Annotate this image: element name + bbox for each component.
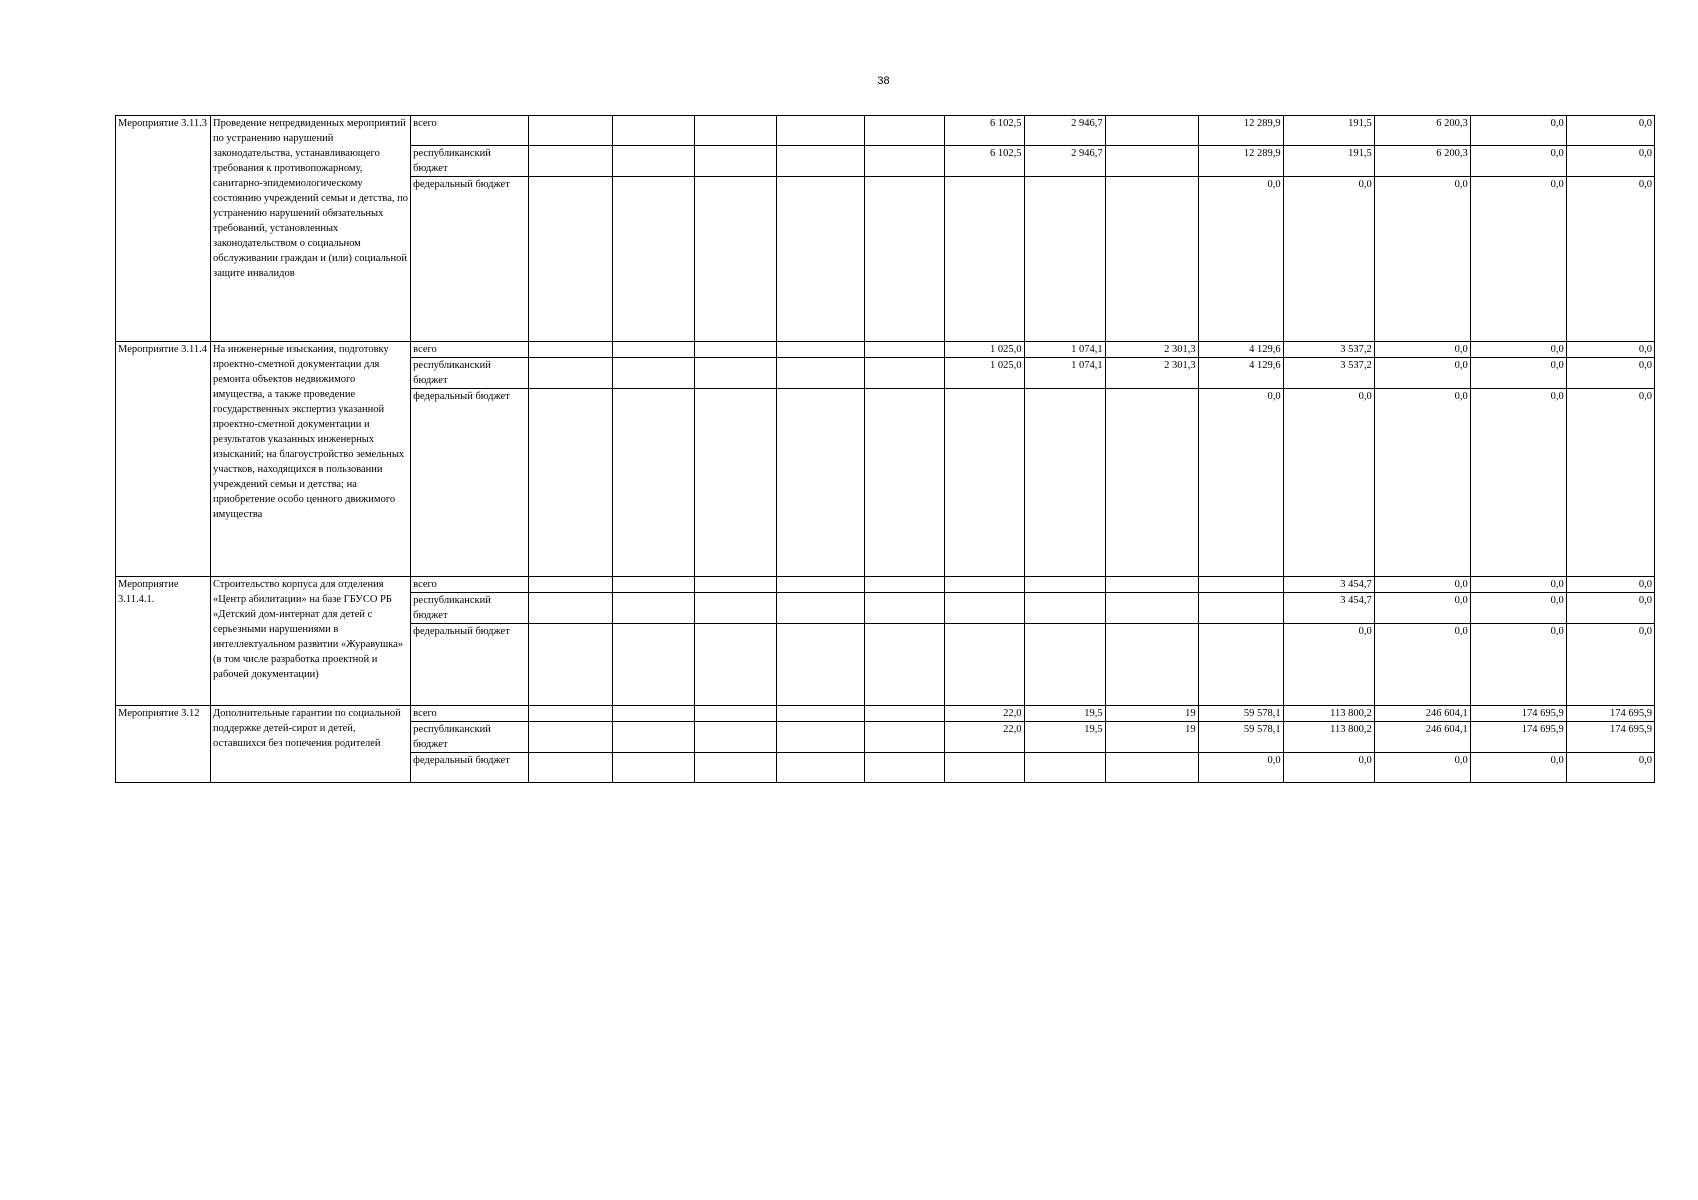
value-cell: 174 695,9 [1470, 706, 1566, 722]
value-cell [865, 593, 945, 624]
value-cell [777, 593, 865, 624]
value-cell [695, 342, 777, 358]
funding-source: федеральный бюджет [411, 624, 529, 706]
value-cell [1105, 593, 1198, 624]
value-cell [945, 577, 1024, 593]
value-cell [777, 342, 865, 358]
value-cell: 0,0 [1374, 624, 1470, 706]
funding-source: республиканский бюджет [411, 722, 529, 753]
value-cell [945, 753, 1024, 783]
value-cell [529, 116, 613, 146]
value-cell: 174 695,9 [1566, 722, 1654, 753]
activity-code: Мероприятие 3.12 [116, 706, 211, 783]
value-cell [865, 624, 945, 706]
value-cell [529, 342, 613, 358]
value-cell: 0,0 [1566, 146, 1654, 177]
value-cell [613, 706, 695, 722]
value-cell: 19,5 [1024, 706, 1105, 722]
value-cell [1198, 593, 1283, 624]
value-cell [695, 593, 777, 624]
activity-description: На инженерные изыскания, подготовку проектно-сметной документации для ремонта объектов недвижимого имущества, а также проведение государственных экспертиз указанной проектно-сметной документации и результатов указанных инженерных изысканий; на благоустройство земельных участков, находящихся в пользовании учреждений семьи и детства; на приобретение особо ценного движимого имущества [211, 342, 411, 577]
value-cell [1198, 624, 1283, 706]
value-cell: 0,0 [1566, 577, 1654, 593]
activity-code: Мероприятие 3.11.3 [116, 116, 211, 342]
activity-code: Мероприятие 3.11.4.1. [116, 577, 211, 706]
value-cell [529, 177, 613, 342]
value-cell: 0,0 [1283, 624, 1374, 706]
value-cell: 0,0 [1374, 342, 1470, 358]
value-cell: 4 129,6 [1198, 342, 1283, 358]
value-cell [1105, 577, 1198, 593]
value-cell: 6 102,5 [945, 146, 1024, 177]
value-cell: 19 [1105, 706, 1198, 722]
value-cell: 0,0 [1470, 389, 1566, 577]
value-cell: 0,0 [1566, 116, 1654, 146]
value-cell: 0,0 [1470, 177, 1566, 342]
value-cell [695, 722, 777, 753]
funding-source: республиканский бюджет [411, 358, 529, 389]
value-cell: 0,0 [1470, 358, 1566, 389]
value-cell: 0,0 [1470, 624, 1566, 706]
table-row [116, 577, 1655, 593]
value-cell [529, 722, 613, 753]
value-cell: 0,0 [1566, 624, 1654, 706]
value-cell: 0,0 [1566, 358, 1654, 389]
value-cell: 59 578,1 [1198, 722, 1283, 753]
value-cell: 0,0 [1198, 753, 1283, 783]
value-cell: 2 946,7 [1024, 116, 1105, 146]
value-cell [695, 706, 777, 722]
value-cell [529, 577, 613, 593]
value-cell: 3 454,7 [1283, 593, 1374, 624]
value-cell: 0,0 [1470, 577, 1566, 593]
value-cell [1198, 577, 1283, 593]
activity-code: Мероприятие 3.11.4 [116, 342, 211, 577]
value-cell [695, 116, 777, 146]
value-cell [529, 358, 613, 389]
value-cell [1105, 177, 1198, 342]
value-cell [613, 342, 695, 358]
value-cell [865, 706, 945, 722]
value-cell [529, 753, 613, 783]
value-cell [613, 116, 695, 146]
funding-source: всего [411, 116, 529, 146]
value-cell [865, 342, 945, 358]
value-cell [695, 577, 777, 593]
value-cell [1105, 389, 1198, 577]
value-cell [695, 358, 777, 389]
value-cell [777, 146, 865, 177]
value-cell: 19,5 [1024, 722, 1105, 753]
value-cell: 0,0 [1566, 342, 1654, 358]
value-cell: 246 604,1 [1374, 722, 1470, 753]
value-cell: 0,0 [1470, 342, 1566, 358]
value-cell: 246 604,1 [1374, 706, 1470, 722]
value-cell [1024, 624, 1105, 706]
value-cell: 3 537,2 [1283, 342, 1374, 358]
value-cell [945, 593, 1024, 624]
value-cell: 1 074,1 [1024, 358, 1105, 389]
value-cell: 19 [1105, 722, 1198, 753]
value-cell: 12 289,9 [1198, 116, 1283, 146]
table-row [116, 116, 1655, 146]
value-cell: 6 200,3 [1374, 146, 1470, 177]
value-cell: 0,0 [1566, 177, 1654, 342]
value-cell [529, 706, 613, 722]
value-cell [945, 389, 1024, 577]
value-cell [613, 577, 695, 593]
value-cell [613, 146, 695, 177]
funding-source: федеральный бюджет [411, 753, 529, 783]
value-cell [865, 389, 945, 577]
value-cell [777, 753, 865, 783]
value-cell: 0,0 [1374, 389, 1470, 577]
value-cell [613, 722, 695, 753]
value-cell [1024, 177, 1105, 342]
value-cell [1105, 116, 1198, 146]
value-cell [777, 389, 865, 577]
value-cell [695, 146, 777, 177]
value-cell [777, 358, 865, 389]
page-number: 38 [877, 75, 890, 87]
value-cell [529, 593, 613, 624]
value-cell [613, 593, 695, 624]
activity-description: Дополнительные гарантии по социальной поддержке детей-сирот и детей, оставшихся без попечения родителей [211, 706, 411, 783]
table-row [116, 706, 1655, 722]
value-cell: 0,0 [1566, 753, 1654, 783]
value-cell: 59 578,1 [1198, 706, 1283, 722]
value-cell [865, 146, 945, 177]
value-cell [613, 177, 695, 342]
value-cell: 1 074,1 [1024, 342, 1105, 358]
funding-source: республиканский бюджет [411, 146, 529, 177]
value-cell [865, 753, 945, 783]
value-cell: 0,0 [1470, 116, 1566, 146]
value-cell: 2 946,7 [1024, 146, 1105, 177]
value-cell [777, 624, 865, 706]
value-cell: 2 301,3 [1105, 358, 1198, 389]
value-cell [777, 577, 865, 593]
value-cell [613, 753, 695, 783]
value-cell [777, 706, 865, 722]
value-cell: 0,0 [1374, 577, 1470, 593]
funding-source: всего [411, 577, 529, 593]
value-cell: 0,0 [1566, 389, 1654, 577]
value-cell: 12 289,9 [1198, 146, 1283, 177]
value-cell [613, 389, 695, 577]
value-cell [695, 624, 777, 706]
value-cell [777, 177, 865, 342]
value-cell [865, 577, 945, 593]
value-cell [613, 358, 695, 389]
value-cell [945, 624, 1024, 706]
funding-source: федеральный бюджет [411, 177, 529, 342]
value-cell: 0,0 [1470, 146, 1566, 177]
value-cell: 3 537,2 [1283, 358, 1374, 389]
value-cell: 2 301,3 [1105, 342, 1198, 358]
value-cell [865, 177, 945, 342]
value-cell [695, 389, 777, 577]
value-cell [1024, 389, 1105, 577]
value-cell [777, 116, 865, 146]
table-row [116, 342, 1655, 358]
value-cell [613, 624, 695, 706]
funding-source: всего [411, 706, 529, 722]
value-cell: 3 454,7 [1283, 577, 1374, 593]
value-cell [945, 177, 1024, 342]
value-cell [1024, 593, 1105, 624]
value-cell [529, 389, 613, 577]
activity-description: Строительство корпуса для отделения «Центр абилитации» на базе ГБУСО РБ «Детский дом-интернат для детей с серьезными нарушениями в интеллектуальном развитии «Журавушка» (в том числе разработка проектной и рабочей документации) [211, 577, 411, 706]
value-cell: 0,0 [1374, 358, 1470, 389]
value-cell: 6 200,3 [1374, 116, 1470, 146]
value-cell [1105, 624, 1198, 706]
value-cell: 22,0 [945, 722, 1024, 753]
value-cell: 1 025,0 [945, 342, 1024, 358]
value-cell: 0,0 [1470, 593, 1566, 624]
value-cell: 6 102,5 [945, 116, 1024, 146]
value-cell: 0,0 [1374, 593, 1470, 624]
funding-source: всего [411, 342, 529, 358]
value-cell [1024, 577, 1105, 593]
value-cell [529, 146, 613, 177]
value-cell: 4 129,6 [1198, 358, 1283, 389]
value-cell [1024, 753, 1105, 783]
value-cell: 0,0 [1198, 177, 1283, 342]
value-cell [865, 116, 945, 146]
value-cell [695, 177, 777, 342]
value-cell: 191,5 [1283, 146, 1374, 177]
value-cell: 0,0 [1374, 177, 1470, 342]
budget-table [115, 115, 1655, 783]
value-cell: 22,0 [945, 706, 1024, 722]
value-cell [1105, 146, 1198, 177]
value-cell [695, 753, 777, 783]
value-cell: 0,0 [1374, 753, 1470, 783]
value-cell: 1 025,0 [945, 358, 1024, 389]
funding-source: республиканский бюджет [411, 593, 529, 624]
value-cell: 113 800,2 [1283, 706, 1374, 722]
value-cell [1105, 753, 1198, 783]
activity-description: Проведение непредвиденных мероприятий по устранению нарушений законодательства, устанавливающего требования к противопожарному, санитарно-эпидемиологическому состоянию учреждений семьи и детства, по устранению нарушений обязательных требований, установленных законодательством о социальном обслуживании граждан и (или) социальной защите инвалидов [211, 116, 411, 342]
value-cell [777, 722, 865, 753]
value-cell: 0,0 [1283, 753, 1374, 783]
funding-source: федеральный бюджет [411, 389, 529, 577]
value-cell: 191,5 [1283, 116, 1374, 146]
value-cell [865, 722, 945, 753]
value-cell: 0,0 [1566, 593, 1654, 624]
value-cell: 0,0 [1283, 389, 1374, 577]
value-cell: 174 695,9 [1566, 706, 1654, 722]
value-cell: 174 695,9 [1470, 722, 1566, 753]
value-cell [529, 624, 613, 706]
value-cell: 0,0 [1198, 389, 1283, 577]
value-cell: 113 800,2 [1283, 722, 1374, 753]
value-cell: 0,0 [1283, 177, 1374, 342]
value-cell: 0,0 [1470, 753, 1566, 783]
value-cell [865, 358, 945, 389]
